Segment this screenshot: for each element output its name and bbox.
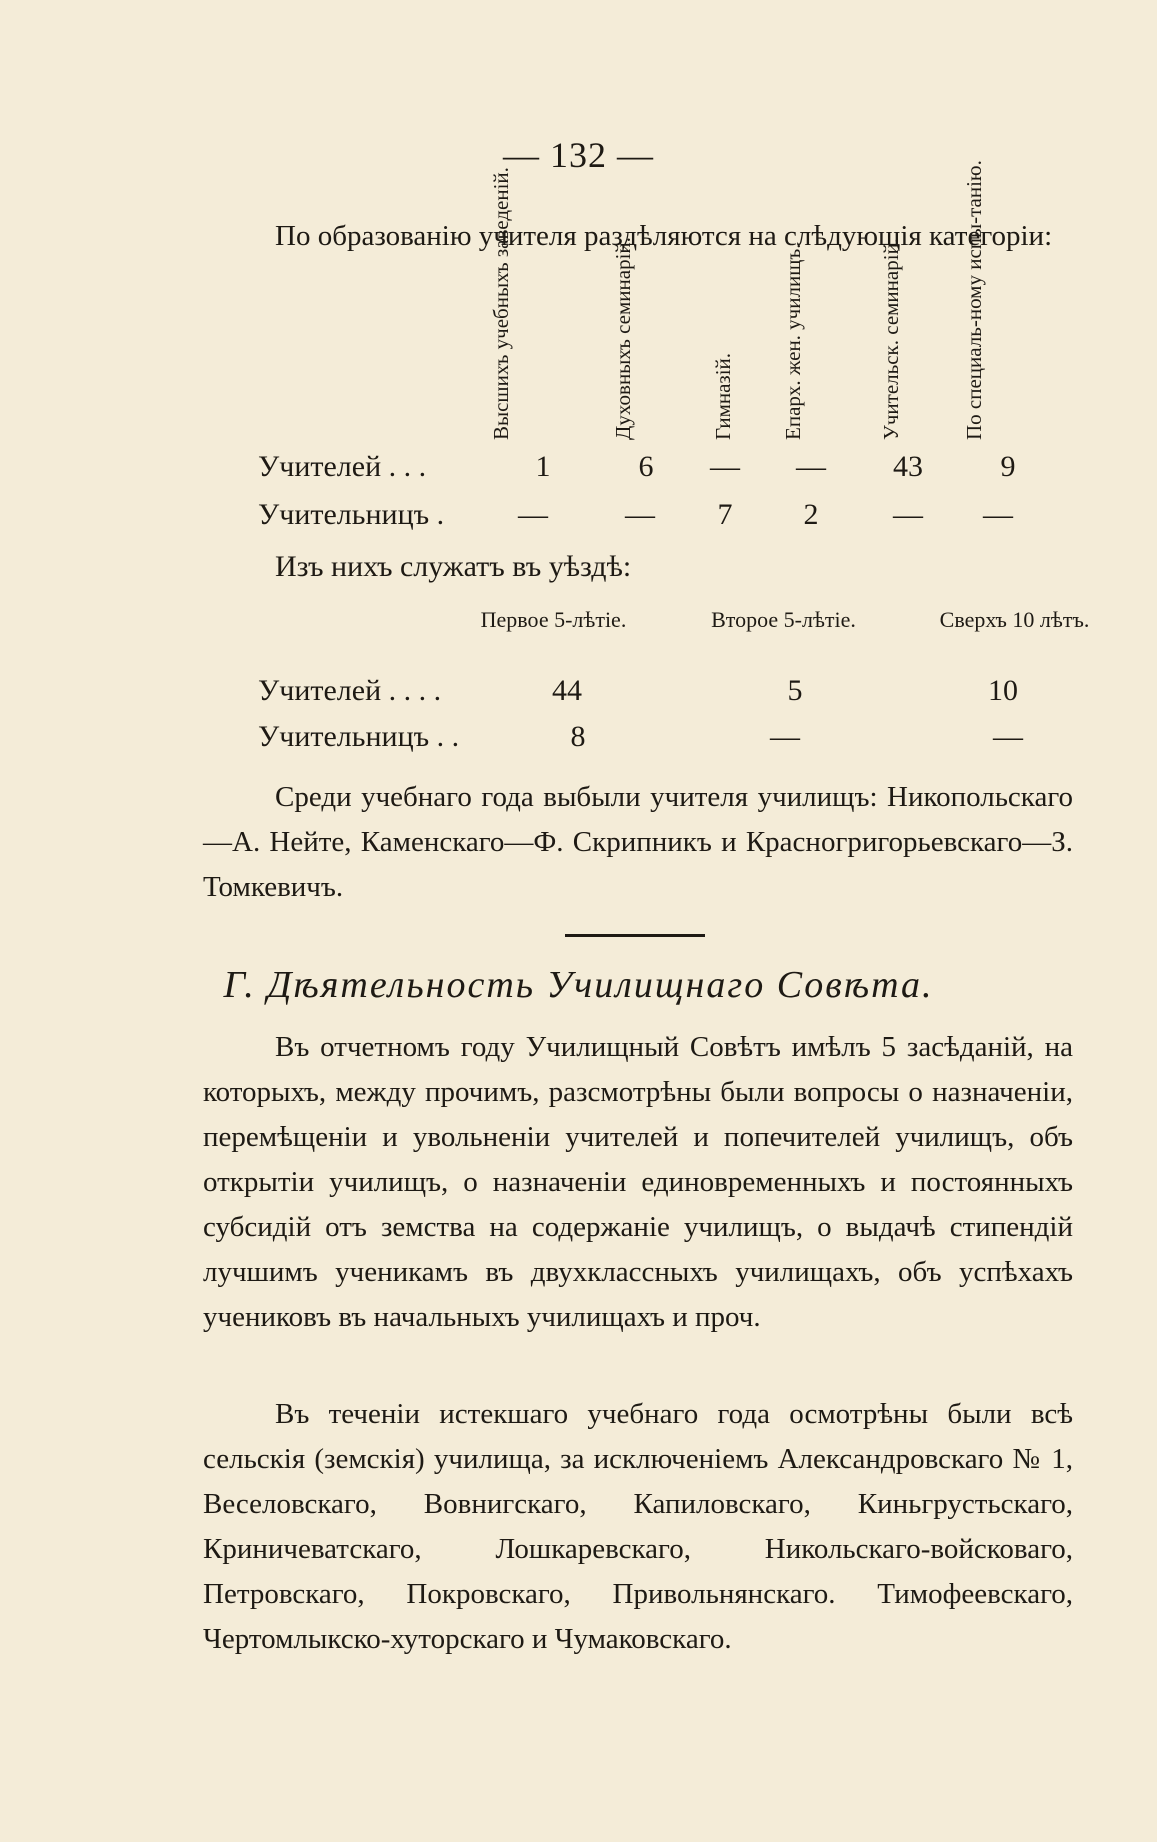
table1-header-5: По специаль-ному испы-танію. bbox=[962, 160, 986, 440]
table2-cell: — bbox=[993, 720, 1023, 753]
page-number: — 132 — bbox=[503, 135, 654, 175]
table1-header-1: Духовныхъ семинарій. bbox=[611, 237, 635, 440]
table1-cell: — bbox=[796, 450, 826, 483]
table1-header-3: Епарх. жен. училищъ. bbox=[781, 243, 805, 440]
table2-cell: — bbox=[770, 720, 800, 753]
table2-header-2: Сверхъ 10 лѣтъ. bbox=[939, 607, 1090, 632]
table1-header-4: Учительск. семинарій. bbox=[879, 237, 903, 440]
table2-cell: 8 bbox=[570, 720, 586, 753]
table2-cell: 5 bbox=[787, 674, 803, 707]
table1-cell: — bbox=[625, 498, 655, 531]
table2-row-label: Учителей . . . . bbox=[258, 674, 442, 707]
intro-text: По образованію учителя раздѣляются на слѣдующія категоріи: bbox=[275, 220, 1053, 252]
table1-cell: — bbox=[893, 498, 923, 531]
table2-cell: 44 bbox=[552, 674, 582, 707]
table1-row-label: Учительницъ . bbox=[258, 498, 445, 531]
paragraph-inspection: Въ теченіи истекшаго учебнаго года осмотрѣны были всѣ сельскія (земскія) училища, за исключеніемъ Александровскаго № 1, Веселовскаго, Вовнигскаго, Капиловскаго, Киньгрустьскаго, Криничеватскаго, Лошкаревскаго, Никольскаго-войсковаго, Петровскаго, Покровскаго, Привольнянскаго. Тимофеевскаго, Чертомлыкско-хуторскаго и Чумаковскаго. bbox=[203, 1398, 1073, 1655]
table1-cell: 6 bbox=[638, 450, 654, 483]
table1-header-2: Гимназій. bbox=[711, 352, 735, 440]
table1-row-label: Учителей . . . bbox=[258, 450, 427, 483]
table2-row-label: Учительницъ . . bbox=[258, 720, 460, 753]
table1-header-0: Высшихъ учебныхъ заведеній. bbox=[489, 167, 513, 440]
section-heading: Г. Дѣятельность Училищнаго Совѣта. bbox=[223, 964, 934, 1006]
table2-header-0: Первое 5-лѣтіе. bbox=[480, 607, 627, 632]
paragraph-withdrawn: Среди учебнаго года выбыли учителя училищъ: Никопольскаго—А. Нейте, Каменскаго—Ф. Скрипникъ и Красногригорьевскаго—З. Томкевичъ. bbox=[203, 781, 1073, 903]
paragraph-council: Въ отчетномъ году Училищный Совѣтъ имѣлъ 5 засѣданій, на которыхъ, между прочимъ, разсмотрѣны были вопросы о назначеніи, перемѣщеніи и увольненіи учителей и попечителей училищъ, объ открытіи училищъ, о назначеніи единовременныхъ и постоянныхъ субсидій отъ земства на содержаніе училищъ, о выдачѣ стипендій лучшимъ ученикамъ въ двухклассныхъ училищахъ, объ успѣхахъ учениковъ въ начальныхъ училищахъ и проч. bbox=[203, 1031, 1073, 1333]
table1-cell: — bbox=[518, 498, 548, 531]
table1-cell: 1 bbox=[535, 450, 551, 483]
table2-cell: 10 bbox=[988, 674, 1018, 707]
table1-cell: 7 bbox=[717, 498, 733, 531]
table1-cell: — bbox=[710, 450, 740, 483]
section-divider bbox=[565, 934, 705, 937]
subheading: Изъ нихъ служатъ въ уѣздѣ: bbox=[275, 550, 632, 583]
table2-header-1: Второе 5-лѣтіе. bbox=[711, 607, 856, 632]
table1-cell: — bbox=[983, 498, 1013, 531]
table1-cell: 2 bbox=[803, 498, 819, 531]
table1-cell: 9 bbox=[1000, 450, 1016, 483]
table1-cell: 43 bbox=[893, 450, 923, 483]
